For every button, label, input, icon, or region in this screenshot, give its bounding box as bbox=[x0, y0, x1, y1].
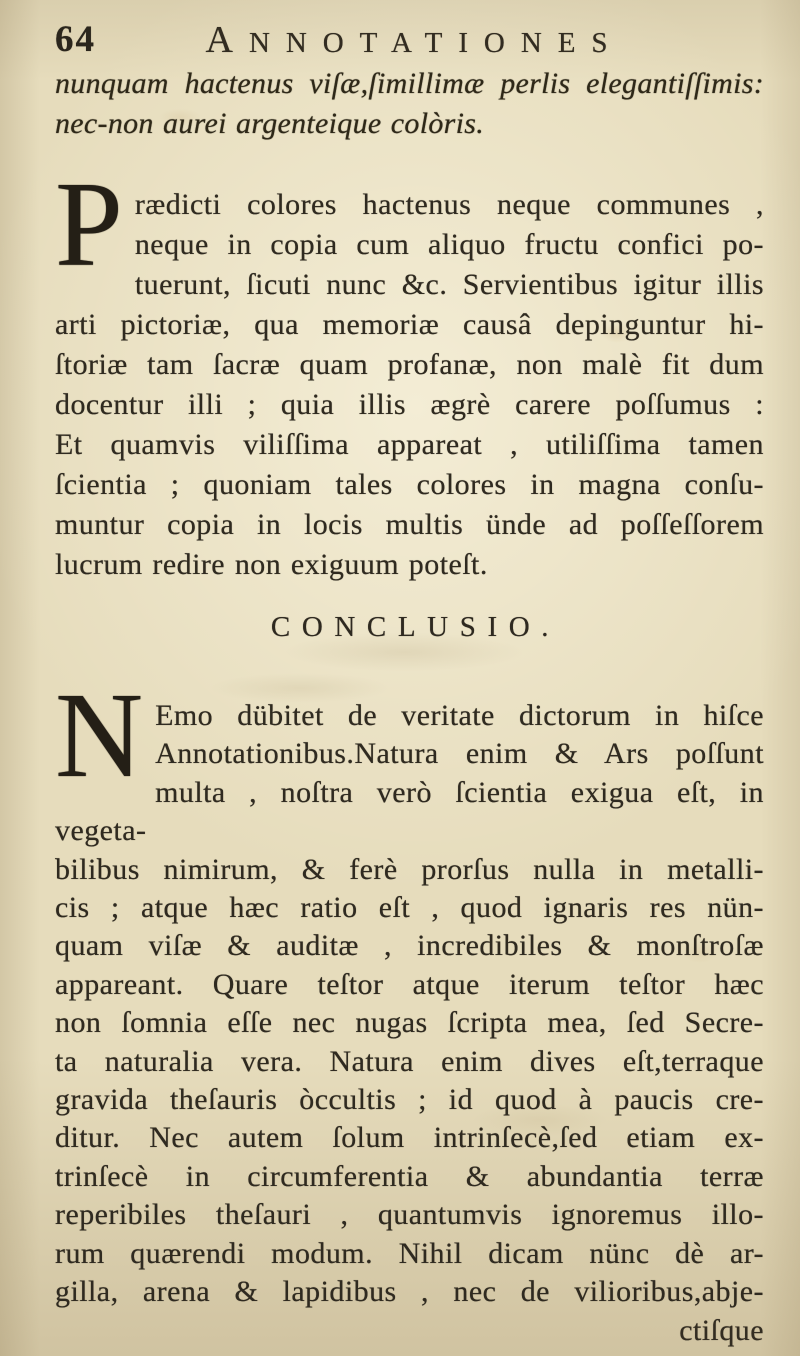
body-line: rædicti colores hactenus neque communes , bbox=[134, 188, 764, 221]
body-line: quam viſæ & auditæ , incredibiles & monſtroſæ bbox=[55, 929, 764, 963]
paragraph-praedicti bbox=[55, 157, 764, 585]
drop-cap-p: P bbox=[55, 157, 123, 292]
subtitle-line: nec-non aurei argenteique colòris. bbox=[55, 107, 485, 140]
paragraph-nemo bbox=[55, 668, 764, 1312]
body-line: gravida theſauris òccultis ; id quod à paucis cre- bbox=[55, 1083, 764, 1117]
body-line: docentur illi ; quia illis ægrè carere poſſumus : bbox=[55, 388, 764, 421]
body-line: ſtoriæ tam ſacræ quam profanæ, non malè fit dum bbox=[55, 348, 764, 381]
body-line: ta naturalia vera. Natura enim dives eſt,terraque bbox=[55, 1044, 764, 1078]
page-header bbox=[55, 18, 764, 62]
running-header: ANNOTATIONES bbox=[205, 19, 624, 61]
body-line: Annotationibus.Natura enim & Ars poſſunt bbox=[155, 737, 764, 771]
body-line: gilla, arena & lapidibus , nec de vilioribus,abje- bbox=[55, 1275, 764, 1309]
drop-cap-n: N bbox=[55, 668, 144, 803]
body-line: reperibiles theſauri , quantumvis ignoremus illo- bbox=[55, 1198, 764, 1232]
body-line: ditur. Nec autem ſolum intrinſecè,ſed etiam ex- bbox=[55, 1121, 764, 1155]
body-line: muntur copia in locis multis ünde ad poſſeſſorem bbox=[55, 508, 764, 541]
body-line: arti pictoriæ, qua memoriæ causâ depinguntur hi- bbox=[55, 308, 764, 341]
body-line: trinſecè in circumferentia & abundantia terræ bbox=[55, 1159, 764, 1193]
body-line: cis ; atque hæc ratio eſt , quod ignaris res nün- bbox=[55, 891, 764, 925]
body-line: ſcientia ; quoniam tales colores in magna conſu- bbox=[55, 468, 764, 501]
body-line: bilibus nimirum, & ferè prorſus nulla in metalli- bbox=[55, 852, 764, 886]
subtitle-line: nunquam hactenus viſæ,ſimillimæ perlis elegantiſſimis: bbox=[55, 67, 764, 100]
body-line: Et quamvis viliſſima appareat , utiliſſima tamen bbox=[55, 428, 764, 461]
body-line: multa , noſtra verò ſcientia exigua eſt, in vegeta- bbox=[55, 775, 764, 848]
body-line: neque in copia cum aliquo fructu confici po- bbox=[134, 228, 764, 261]
page-number: 64 bbox=[55, 19, 96, 60]
body-line: appareant. Quare teſtor atque iterum teſtor hæc bbox=[55, 967, 764, 1001]
body-line: lucrum redire non exiguum poteſt. bbox=[55, 548, 488, 581]
body-line: tuerunt, ſicuti nunc &c. Servientibus igitur illis bbox=[134, 268, 764, 301]
section-heading: CONCLUSIO. bbox=[270, 611, 561, 643]
body-line: non ſomnia eſſe nec nugas ſcripta mea, ſed Secre- bbox=[55, 1006, 764, 1040]
body-line: Emo dübitet de veritate dictorum in hiſce bbox=[155, 699, 764, 732]
catchword: ctiſque bbox=[679, 1313, 764, 1347]
body-line: rum quærendi modum. Nihil dicam nünc dè ar- bbox=[55, 1236, 764, 1270]
subtitle bbox=[55, 64, 764, 144]
